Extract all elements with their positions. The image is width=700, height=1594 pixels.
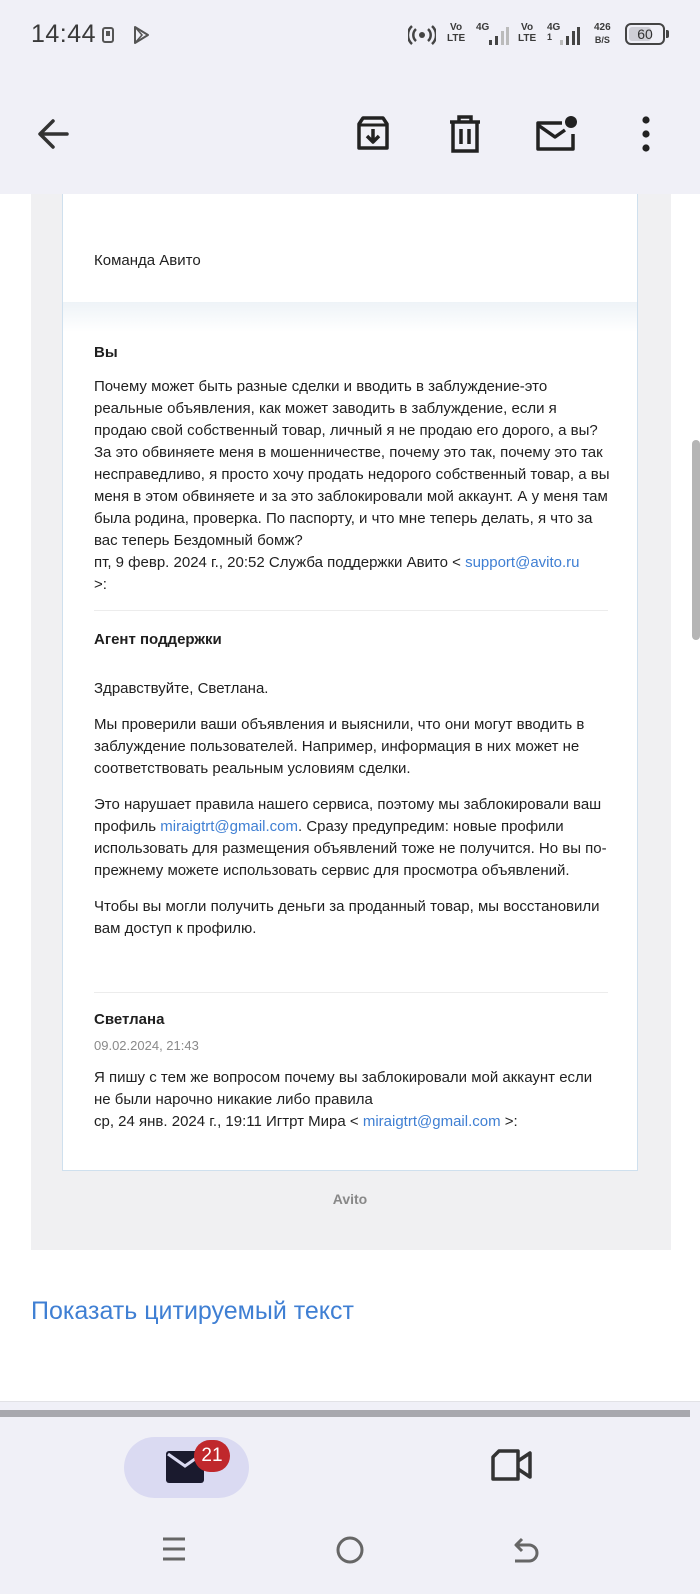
nav-meet-button[interactable] <box>490 1448 534 1487</box>
back-button[interactable] <box>29 110 77 158</box>
quote-header: ср, 24 янв. 2024 г., 19:11 Игтрт Мира < miraigtrt@gmail.com >: <box>94 1113 518 1130</box>
message-date: 09.02.2024, 21:43 <box>94 1038 199 1053</box>
message-body: Я пишу с тем же вопросом почему вы заблокировали мой аккаунт если не были нарочно никакие либо правила <box>94 1069 593 1108</box>
back-nav-icon[interactable] <box>511 1535 539 1563</box>
greeting: Здравствуйте, Светлана. <box>94 680 269 697</box>
more-vert-icon <box>641 116 651 152</box>
status-bar <box>0 0 700 70</box>
nav-mail-button[interactable] <box>124 1437 249 1498</box>
show-quoted-text-link[interactable]: Показать цитируемый текст <box>31 1297 354 1325</box>
paragraph: Чтобы вы могли получить деньги за проданный товар, мы восстановили вам доступ к профилю. <box>94 898 600 937</box>
separator <box>94 610 608 611</box>
status-time: 14:44 <box>31 20 97 48</box>
mark-unread-icon <box>535 114 579 154</box>
hotspot-icon <box>408 24 436 46</box>
message-body: Почему может быть разные сделки и вводить в заблуждение-это реальные объявления, как может заводить в заблуждение, если я продаю свой собственный товар, личный я не продаю его дорого, а вы? За это обвиняете меня в мошенничестве, почему это так, почему это так несправедливо, я просто хочу продать недорого собственный товар, а вы меня в этом обвиняете и за это заблокировали мой аккаунт. А у меня там была родина, проверка. По паспорту, и что мне теперь делать, я что за вас теперь Бездомный бомж? <box>94 378 610 549</box>
support-email-link[interactable]: support@avito.ru <box>465 554 580 571</box>
video-camera-icon <box>490 1448 534 1482</box>
email-body <box>0 194 700 1402</box>
quote-header: пт, 9 февр. 2024 г., 20:52 Служба поддержки Авито < support@avito.ru >: <box>94 554 580 593</box>
scroll-progress <box>0 1410 690 1417</box>
section-divider <box>63 302 637 332</box>
signature: Команда Авито <box>94 252 201 269</box>
back-arrow-icon <box>35 116 71 152</box>
message-text <box>94 678 610 940</box>
signal-icon-2 <box>559 26 581 46</box>
message-text <box>94 376 610 596</box>
message-author: Агент поддержки <box>94 631 222 648</box>
mark-unread-button[interactable] <box>533 110 581 158</box>
message-author: Вы <box>94 344 118 361</box>
network-speed: 426 B/S <box>594 22 611 45</box>
unread-count-badge: 21 <box>194 1440 230 1472</box>
network-type-1: 4G <box>476 22 490 33</box>
archive-button[interactable] <box>349 110 397 158</box>
scrollbar[interactable] <box>692 440 700 640</box>
paragraph: Это нарушает правила нашего сервиса, поэтому мы заблокировали ваш профиль miraigtrt@gmail.com. Сразу предупредим: новые профили использовать для размещения объявлений тоже не получится. Но вы по-прежнему можете использовать сервис для просмотра объявлений. <box>94 796 607 879</box>
battery-tip <box>666 30 669 38</box>
home-icon[interactable] <box>335 1535 365 1565</box>
signal-icon-1 <box>488 26 510 46</box>
network-type-2: 4G 1 <box>547 22 561 42</box>
email-toolbar <box>0 70 700 194</box>
play-store-icon <box>131 25 151 45</box>
trash-icon <box>446 115 484 153</box>
volte-indicator-1: Vo LTE <box>447 22 466 44</box>
battery-indicator: 60 <box>625 23 665 45</box>
volte-indicator-2: Vo LTE <box>518 22 537 44</box>
delete-button[interactable] <box>441 110 489 158</box>
footer-brand: Avito <box>332 1191 368 1207</box>
bottom-navigation <box>0 1402 700 1594</box>
sender-email-link[interactable]: miraigtrt@gmail.com <box>362 1113 501 1130</box>
message-author: Светлана <box>94 1011 165 1028</box>
separator <box>94 992 608 993</box>
archive-icon <box>354 115 392 153</box>
screen-cast-icon <box>100 26 118 44</box>
recent-apps-icon[interactable] <box>160 1535 188 1563</box>
profile-email-link[interactable]: miraigtrt@gmail.com <box>160 818 299 835</box>
paragraph: Мы проверили ваши объявления и выяснили, что они могут вводить в заблуждение пользователей. Например, информация в них может не соответствовать реальным условиям сделки. <box>94 716 585 777</box>
more-options-button[interactable] <box>622 110 670 158</box>
message-text <box>94 1067 610 1133</box>
